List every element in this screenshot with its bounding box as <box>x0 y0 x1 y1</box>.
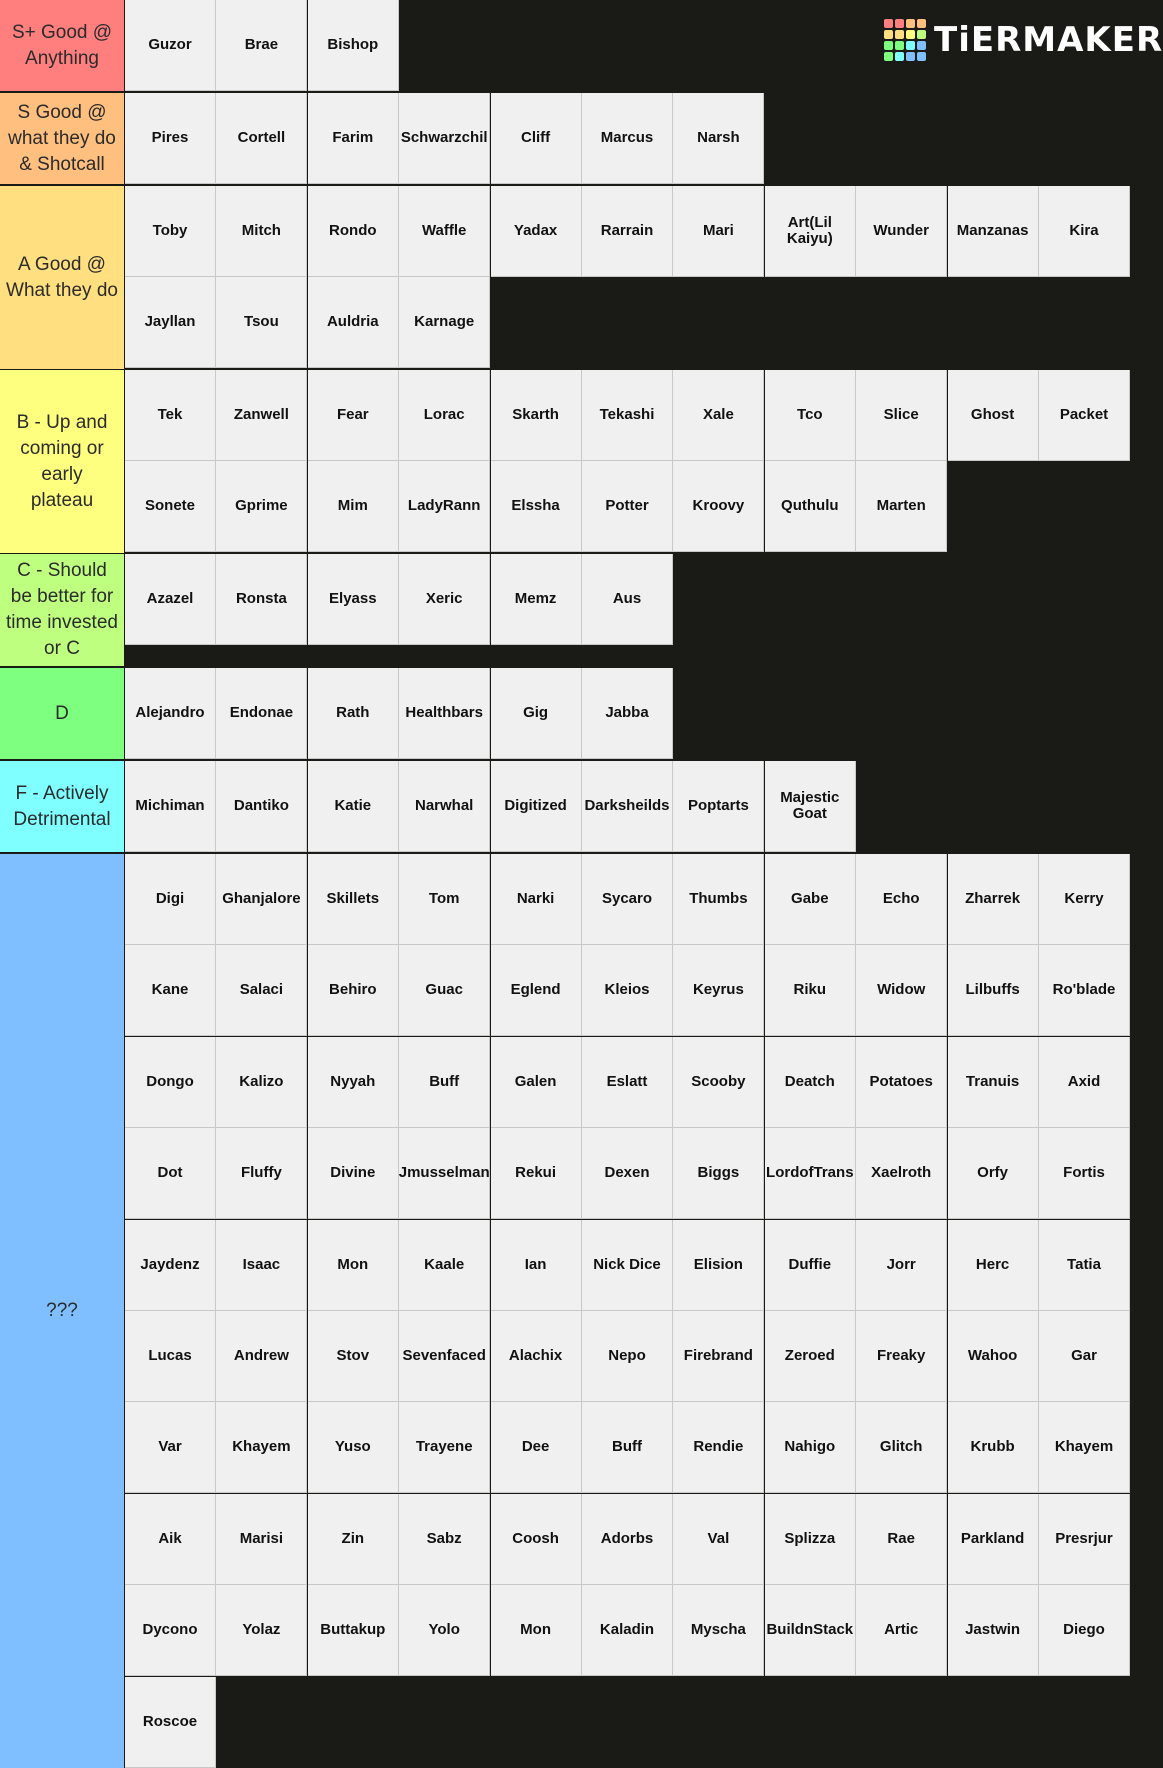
tier-item[interactable]: Gprime <box>216 461 307 552</box>
tier-item[interactable]: Ghanjalore <box>216 854 307 945</box>
tier-item[interactable]: Tom <box>399 854 490 945</box>
tier-item[interactable]: Kira <box>1039 186 1130 277</box>
tier-item[interactable]: BuildnStack <box>765 1585 856 1676</box>
tier-item[interactable]: Riku <box>765 945 856 1036</box>
tier-item[interactable]: Roscoe <box>125 1677 216 1768</box>
tier-item[interactable]: Fluffy <box>216 1128 307 1219</box>
tier-item[interactable]: Zin <box>308 1494 399 1585</box>
tier-item[interactable]: Guac <box>399 945 490 1036</box>
tier-item[interactable]: Kleios <box>582 945 673 1036</box>
tier-item[interactable]: Aus <box>582 554 673 645</box>
tier-item[interactable]: Gig <box>491 668 582 759</box>
tier-item[interactable]: Guzor <box>125 0 216 91</box>
tier-item[interactable]: Cliff <box>491 93 582 184</box>
tier-item[interactable]: Thumbs <box>673 854 764 945</box>
tier-item[interactable]: Fear <box>308 370 399 461</box>
tier-item[interactable]: Rae <box>856 1494 947 1585</box>
tier-item[interactable]: Mari <box>673 186 764 277</box>
tier-item[interactable]: Bishop <box>308 0 399 91</box>
tier-item[interactable]: Nepo <box>582 1311 673 1402</box>
tier-item[interactable]: Tekashi <box>582 370 673 461</box>
logo-square <box>906 41 915 50</box>
logo-square <box>906 19 915 28</box>
tier-item[interactable]: Dongo <box>125 1037 216 1128</box>
tier-item[interactable]: Rondo <box>308 186 399 277</box>
tier-item[interactable]: Slice <box>856 370 947 461</box>
tier-item[interactable]: Echo <box>856 854 947 945</box>
tier-item[interactable]: Tek <box>125 370 216 461</box>
tier-item[interactable]: Rekui <box>491 1128 582 1219</box>
tier-item[interactable]: Buff <box>582 1402 673 1493</box>
tier-item[interactable]: Marcus <box>582 93 673 184</box>
tier-item[interactable]: Ronsta <box>216 554 307 645</box>
tier-item[interactable]: Waffle <box>399 186 490 277</box>
tier-item[interactable]: Xaelroth <box>856 1128 947 1219</box>
tier-item[interactable]: Darksheilds <box>582 761 673 852</box>
logo-square <box>906 30 915 39</box>
tier-item[interactable]: Yadax <box>491 186 582 277</box>
tier-item[interactable]: Digi <box>125 854 216 945</box>
tier-item[interactable]: Auldria <box>308 277 399 368</box>
tier-item[interactable]: Diego <box>1039 1585 1130 1676</box>
tier-item[interactable]: Brae <box>216 0 307 91</box>
tier-item[interactable]: Pires <box>125 93 216 184</box>
logo-square <box>917 52 926 61</box>
tier-item[interactable]: Nyyah <box>308 1037 399 1128</box>
tier-item[interactable]: Jaydenz <box>125 1220 216 1311</box>
tier-item[interactable]: Yuso <box>308 1402 399 1493</box>
tier-item[interactable]: Toby <box>125 186 216 277</box>
tier-item[interactable]: Dantiko <box>216 761 307 852</box>
tier-item[interactable]: Potter <box>582 461 673 552</box>
tier-item[interactable]: Endonae <box>216 668 307 759</box>
tier-item[interactable]: Narsh <box>673 93 764 184</box>
tier-item[interactable]: Art(Lil Kaiyu) <box>765 186 856 277</box>
tier-item[interactable]: Yolo <box>399 1585 490 1676</box>
tier-item[interactable]: Jmusselman <box>399 1128 490 1219</box>
tier-item[interactable]: Katie <box>308 761 399 852</box>
tier-item[interactable]: Mon <box>308 1220 399 1311</box>
tier-item[interactable]: Galen <box>491 1037 582 1128</box>
tier-item[interactable]: Sevenfaced <box>399 1311 490 1402</box>
tier-item[interactable]: Axid <box>1039 1037 1130 1128</box>
tier-label-s-plus: S+ Good @ Anything <box>0 0 124 91</box>
tier-item[interactable]: Eslatt <box>582 1037 673 1128</box>
tier-item[interactable]: Schwarzchil <box>399 93 490 184</box>
tier-item[interactable]: Zeroed <box>765 1311 856 1402</box>
tier-item[interactable]: Jabba <box>582 668 673 759</box>
tier-label-d: D <box>0 668 124 759</box>
tier-item[interactable]: Orfy <box>948 1128 1039 1219</box>
tier-item[interactable]: Keyrus <box>673 945 764 1036</box>
tier-label-unknown: ??? <box>0 854 124 1768</box>
tier-item[interactable]: Xale <box>673 370 764 461</box>
tier-item[interactable]: Skarth <box>491 370 582 461</box>
tier-item[interactable]: Nahigo <box>765 1402 856 1493</box>
tier-item[interactable]: Rath <box>308 668 399 759</box>
tier-item[interactable]: Herc <box>948 1220 1039 1311</box>
tier-item[interactable]: Elssha <box>491 461 582 552</box>
tier-item[interactable]: Majestic Goat <box>765 761 856 852</box>
logo-square <box>884 30 893 39</box>
tier-item[interactable]: Gar <box>1039 1311 1130 1402</box>
tier-item[interactable]: Splizza <box>765 1494 856 1585</box>
tier-item[interactable]: Kroovy <box>673 461 764 552</box>
tier-item[interactable]: Khayem <box>216 1402 307 1493</box>
tier-item[interactable]: Xeric <box>399 554 490 645</box>
tier-item[interactable]: Lilbuffs <box>948 945 1039 1036</box>
tier-item[interactable]: Sabz <box>399 1494 490 1585</box>
tier-item[interactable]: Salaci <box>216 945 307 1036</box>
tier-item[interactable]: Kerry <box>1039 854 1130 945</box>
tier-item[interactable]: Rarrain <box>582 186 673 277</box>
tier-item[interactable]: Ian <box>491 1220 582 1311</box>
tier-label-f: F - Actively Detrimental <box>0 761 124 852</box>
tier-item[interactable]: LordofTrans <box>765 1128 856 1219</box>
tier-item[interactable]: Dexen <box>582 1128 673 1219</box>
tier-item[interactable]: Packet <box>1039 370 1130 461</box>
tier-label-b: B - Up and coming or early plateau <box>0 370 124 553</box>
tier-item[interactable]: Behiro <box>308 945 399 1036</box>
tier-item[interactable]: Karnage <box>399 277 490 368</box>
tier-item[interactable]: Wunder <box>856 186 947 277</box>
logo-square <box>917 19 926 28</box>
tier-label-a: A Good @ What they do <box>0 186 124 369</box>
tier-item[interactable]: Adorbs <box>582 1494 673 1585</box>
tier-item[interactable]: Tsou <box>216 277 307 368</box>
tier-item[interactable]: Narki <box>491 854 582 945</box>
tier-item[interactable]: Scooby <box>673 1037 764 1128</box>
logo-square <box>884 52 893 61</box>
tier-item[interactable]: Alachix <box>491 1311 582 1402</box>
tier-item[interactable]: Farim <box>308 93 399 184</box>
tier-item[interactable]: Marisi <box>216 1494 307 1585</box>
tier-item[interactable]: Elyass <box>308 554 399 645</box>
tier-item[interactable]: Freaky <box>856 1311 947 1402</box>
tier-item[interactable]: Manzanas <box>948 186 1039 277</box>
tier-item[interactable]: Nick Dice <box>582 1220 673 1311</box>
logo-square <box>917 30 926 39</box>
tier-item[interactable]: Tatia <box>1039 1220 1130 1311</box>
tier-item[interactable]: Potatoes <box>856 1037 947 1128</box>
tier-item[interactable]: Narwhal <box>399 761 490 852</box>
tier-item[interactable]: Krubb <box>948 1402 1039 1493</box>
tier-item[interactable]: Duffie <box>765 1220 856 1311</box>
tier-item[interactable]: Val <box>673 1494 764 1585</box>
tier-item[interactable]: Myscha <box>673 1585 764 1676</box>
tier-item[interactable]: Eglend <box>491 945 582 1036</box>
tier-item[interactable]: Coosh <box>491 1494 582 1585</box>
tier-item[interactable]: Dot <box>125 1128 216 1219</box>
logo-square <box>895 41 904 50</box>
tier-item[interactable]: Lorac <box>399 370 490 461</box>
tier-item[interactable]: Rendie <box>673 1402 764 1493</box>
tier-item[interactable]: Fortis <box>1039 1128 1130 1219</box>
tier-item[interactable]: Jayllan <box>125 277 216 368</box>
tiermaker-logo <box>884 18 1163 62</box>
logo-square <box>906 52 915 61</box>
logo-square <box>895 30 904 39</box>
tier-item[interactable]: Stov <box>308 1311 399 1402</box>
tier-item[interactable]: Trayene <box>399 1402 490 1493</box>
tier-item[interactable]: Buff <box>399 1037 490 1128</box>
tier-item[interactable]: Tranuis <box>948 1037 1039 1128</box>
tier-item[interactable]: Kaladin <box>582 1585 673 1676</box>
tier-item[interactable]: Ro'blade <box>1039 945 1130 1036</box>
tier-item[interactable]: Artic <box>856 1585 947 1676</box>
tier-item[interactable]: Elision <box>673 1220 764 1311</box>
tier-item[interactable]: Firebrand <box>673 1311 764 1402</box>
tier-item[interactable]: Michiman <box>125 761 216 852</box>
tier-item[interactable]: Lucas <box>125 1311 216 1402</box>
tier-item[interactable]: Sonete <box>125 461 216 552</box>
logo-square <box>895 19 904 28</box>
logo-square <box>884 19 893 28</box>
tier-item[interactable]: Khayem <box>1039 1402 1130 1493</box>
tier-item[interactable]: Poptarts <box>673 761 764 852</box>
tier-item[interactable]: Yolaz <box>216 1585 307 1676</box>
tier-item[interactable]: Quthulu <box>765 461 856 552</box>
tier-item[interactable]: Kaale <box>399 1220 490 1311</box>
tier-item[interactable]: LadyRann <box>399 461 490 552</box>
tier-item[interactable]: Var <box>125 1402 216 1493</box>
tier-item[interactable]: Jorr <box>856 1220 947 1311</box>
tier-item[interactable]: Aik <box>125 1494 216 1585</box>
tier-item[interactable]: Mon <box>491 1585 582 1676</box>
tier-item[interactable]: Divine <box>308 1128 399 1219</box>
tier-item[interactable]: Gabe <box>765 854 856 945</box>
tier-label-c: C - Should be better for time invested or C <box>0 554 124 666</box>
tiermaker-grid-icon <box>884 19 926 61</box>
tier-item[interactable]: Jastwin <box>948 1585 1039 1676</box>
tier-item[interactable]: Wahoo <box>948 1311 1039 1402</box>
logo-square <box>895 52 904 61</box>
tier-item[interactable]: Mim <box>308 461 399 552</box>
tier-item[interactable]: Cortell <box>216 93 307 184</box>
tier-item[interactable]: Zanwell <box>216 370 307 461</box>
tier-item[interactable]: Parkland <box>948 1494 1039 1585</box>
tier-item[interactable]: Digitized <box>491 761 582 852</box>
tier-item[interactable]: Widow <box>856 945 947 1036</box>
logo-square <box>917 41 926 50</box>
tier-item[interactable]: Isaac <box>216 1220 307 1311</box>
tier-item[interactable]: Memz <box>491 554 582 645</box>
tier-item[interactable]: Zharrek <box>948 854 1039 945</box>
tier-item[interactable]: Dycono <box>125 1585 216 1676</box>
tier-item[interactable]: Azazel <box>125 554 216 645</box>
logo-square <box>884 41 893 50</box>
tier-item[interactable]: Marten <box>856 461 947 552</box>
tier-item[interactable]: Biggs <box>673 1128 764 1219</box>
tier-item[interactable]: Deatch <box>765 1037 856 1128</box>
tier-item[interactable]: Andrew <box>216 1311 307 1402</box>
tier-item[interactable]: Sycaro <box>582 854 673 945</box>
logo-text: TiERMAKER <box>934 20 1163 60</box>
tier-item[interactable]: Alejandro <box>125 668 216 759</box>
tier-item[interactable]: Healthbars <box>399 668 490 759</box>
tier-item[interactable]: Ghost <box>948 370 1039 461</box>
tier-item[interactable]: Skillets <box>308 854 399 945</box>
tier-item[interactable]: Glitch <box>856 1402 947 1493</box>
tier-label-s: S Good @ what they do & Shotcall <box>0 93 124 184</box>
tier-item[interactable]: Buttakup <box>308 1585 399 1676</box>
tier-item[interactable]: Tco <box>765 370 856 461</box>
tier-item[interactable]: Mitch <box>216 186 307 277</box>
tier-item[interactable]: Kalizo <box>216 1037 307 1128</box>
tier-item[interactable]: Kane <box>125 945 216 1036</box>
tier-item[interactable]: Dee <box>491 1402 582 1493</box>
tier-item[interactable]: Presrjur <box>1039 1494 1130 1585</box>
